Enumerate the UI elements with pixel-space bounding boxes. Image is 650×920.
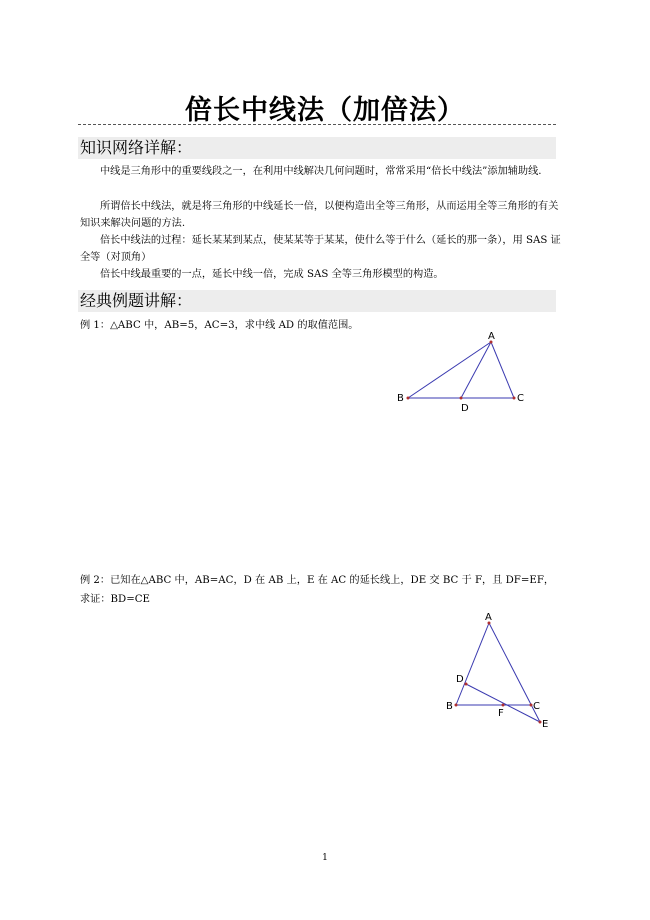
segment-ac — [491, 342, 514, 398]
point-f — [502, 704, 505, 707]
point-c — [513, 397, 516, 400]
label-d-2: D — [456, 674, 464, 685]
segment-ab — [408, 342, 491, 398]
point-d — [460, 397, 463, 400]
segment-ab-2 — [456, 623, 489, 705]
paragraph-2: 所谓倍长中线法，就是将三角形的中线延长一倍，以便构造出全等三角形，从而运用全等三角形的有关知识来解决问题的方法. — [80, 201, 559, 229]
label-b-2: B — [446, 701, 453, 712]
example-1-text: 例 1：△ABC 中，AB=5，AC=3，求中线 AD 的取值范围。 — [80, 320, 359, 331]
label-a: A — [488, 331, 495, 342]
paragraph-3: 倍长中线法的过程：延长某某到某点，使某某等于某某，使什么等于什么（延长的那一条），用 SAS 证全等（对顶角） — [80, 235, 561, 263]
label-e: E — [542, 719, 549, 730]
paragraph-4: 倍长中线最重要的一点，延长中线一倍，完成 SAS 全等三角形模型的构造。 — [100, 269, 444, 280]
segment-ad — [461, 342, 491, 398]
point-b — [407, 397, 410, 400]
point-b-2 — [455, 704, 458, 707]
point-d-2 — [465, 683, 468, 686]
section-knowledge-heading: 知识网络详解： — [78, 137, 556, 159]
label-d: D — [461, 403, 469, 414]
page-number: 1 — [322, 853, 328, 863]
page-title: 倍长中线法（加倍法） — [185, 95, 465, 126]
example-2-line-1: 例 2：已知在△ABC 中，AB=AC，D 在 AB 上，E 在 AC 的延长线上，DE 交 BC 于 F，且 DF=EF， — [80, 575, 555, 586]
label-c-2: C — [533, 701, 540, 712]
paragraph-1: 中线是三角形中的重要线段之一，在利用中线解决几何问题时，常常采用“倍长中线法”添加辅助线. — [100, 166, 542, 177]
example-2-line-2: 求证：BD=CE — [80, 594, 150, 605]
label-b: B — [397, 393, 404, 404]
triangle-abc-1 — [397, 331, 524, 414]
label-c: C — [517, 393, 524, 404]
triangle-abc-2 — [446, 612, 548, 730]
section-examples-heading: 经典例题讲解： — [78, 290, 556, 312]
label-f: F — [498, 708, 504, 719]
label-a-2: A — [485, 612, 492, 623]
